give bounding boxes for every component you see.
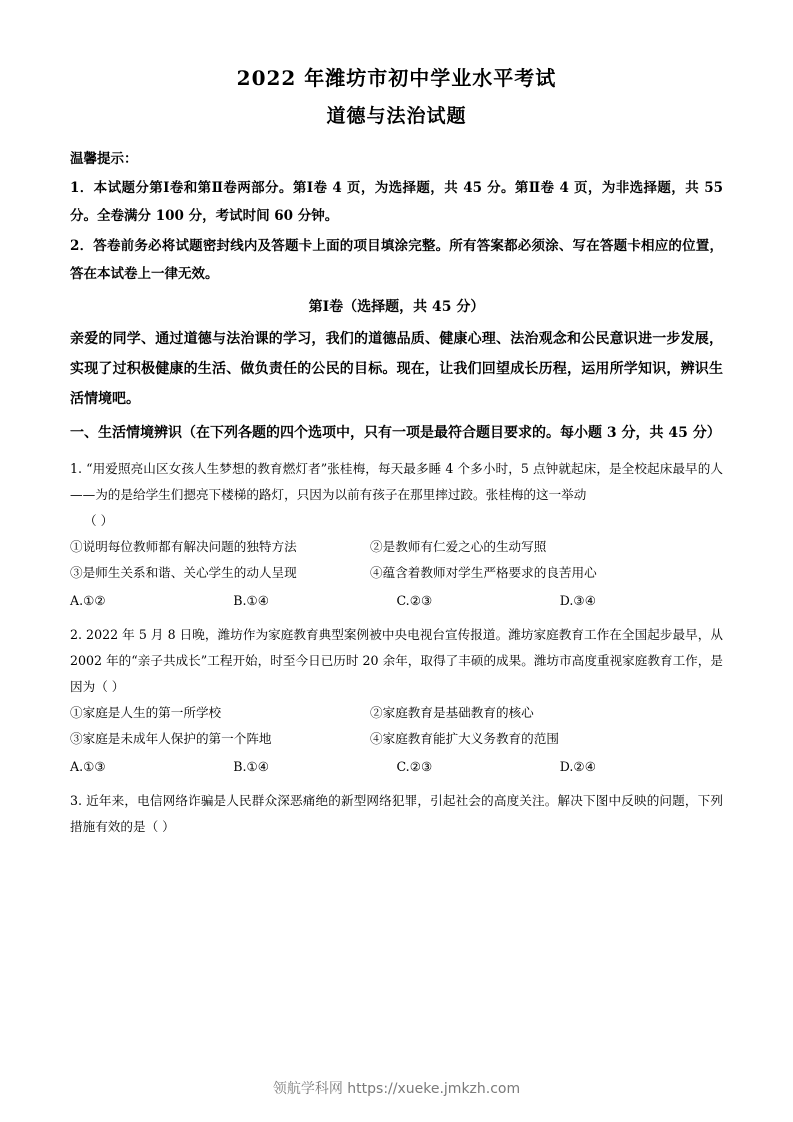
answer-choice: C.②③ — [396, 593, 433, 608]
question-stem: 1. “用爱照亮山区女孩人生梦想的教育燃灯者”张桂梅，每天最多睡 4 个多小时，5 点钟就起床，是全校起床最早的人——为的是给学生们摁亮下楼梯的路灯，只因为以前有孩子在那里摔过跤。张桂梅的这一举动 — [70, 461, 723, 502]
answer-choice: A.①③ — [70, 759, 106, 774]
option-item: ①家庭是人生的第一所学校 — [70, 705, 222, 720]
option-item: ①说明每位教师都有解决问题的独特方法 — [70, 539, 297, 554]
page-title: 2022 年潍坊市初中学业水平考试 — [236, 66, 557, 90]
tip-item-2: 2．答卷前务必将试题密封线内及答题卡上面的项目填涂完整。所有答案都必须涂、写在答题卡相应的位置，答在本试卷上一律无效。 — [70, 238, 723, 282]
tip-label: 温馨提示： — [70, 151, 138, 167]
answer-choice: B.①④ — [233, 593, 270, 608]
answer-choice: D.③④ — [559, 593, 596, 608]
option-item: ②是教师有仁爱之心的生动写照 — [370, 539, 547, 554]
intro-paragraph: 亲爱的同学、通过道德与法治课的学习，我们的道德品质、健康心理、法治观念和公民意识进一步发展，实现了过积极健康的生活、做负责任的公民的目标。现在，让我们回望成长历程，运用所学知识，辨识生活情境吧。 — [70, 331, 723, 407]
option-item: ④蕴含着教师对学生严格要求的良苦用心 — [370, 565, 597, 580]
answer-choice: D.②④ — [559, 759, 596, 774]
part-one-title: 一、生活情境辨识（在下列各题的四个选项中，只有一项是最符合题目要求的。每小题 3 分，共 45 分） — [70, 425, 721, 441]
option-row — [70, 560, 723, 586]
option-item: ③家庭是未成年人保护的第一个阵地 — [70, 731, 272, 746]
tip-item-1: 1．本试题分第Ⅰ卷和第Ⅱ卷两部分。第Ⅰ卷 4 页，为选择题，共 45 分。第Ⅱ卷 4 页，为非选择题，共 55 分。全卷满分 100 分，考试时间 60 分钟。 — [70, 180, 723, 224]
answer-choice: A.①② — [70, 593, 106, 608]
question-answer-blank: （ ） — [84, 513, 114, 528]
question-stem: 2. 2022 年 5 月 8 日晚，潍坊作为家庭教育典型案例被中央电视台宣传报道。潍坊家庭教育工作在全国起步最早，从 2002 年的“亲子共成长”工程开始，时至今日已历时 20 余年，取得了丰硕的成果。潍坊市高度重视家庭教育工作，是因为（ ） — [70, 627, 723, 694]
question-stem: 3. 近年来，电信网络诈骗是人民群众深恶痛绝的新型网络犯罪，引起社会的高度关注。解决下图中反映的问题，下列措施有效的是（ ） — [70, 793, 723, 834]
watermark: 领航学科网 https://xueke.jmkzh.com — [272, 1081, 521, 1097]
option-item: ④家庭教育能扩大义务教育的范围 — [370, 731, 559, 746]
answer-row — [70, 754, 723, 780]
answer-choice: B.①④ — [233, 759, 270, 774]
answer-choice: C.②③ — [396, 759, 433, 774]
option-row — [70, 700, 723, 726]
section-header: 第Ⅰ卷（选择题，共 45 分） — [308, 299, 485, 315]
option-row — [70, 534, 723, 560]
page-subtitle: 道德与法治试题 — [326, 105, 467, 127]
option-row — [70, 726, 723, 752]
option-item: ③是师生关系和谐、关心学生的动人呈现 — [70, 565, 297, 580]
answer-row — [70, 588, 723, 614]
option-item: ②家庭教育是基础教育的核心 — [370, 705, 534, 720]
